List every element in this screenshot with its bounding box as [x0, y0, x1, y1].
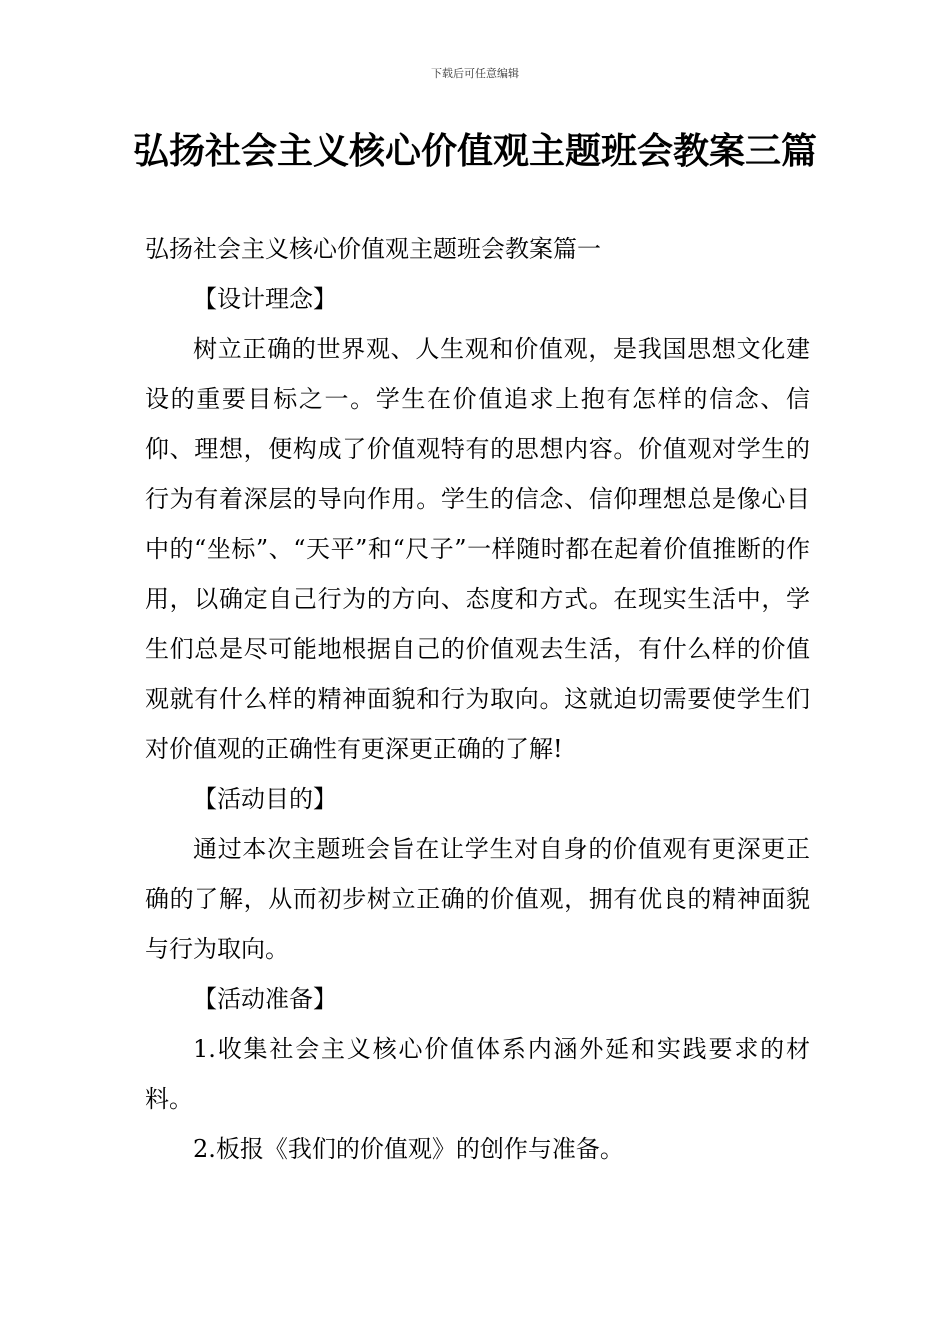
design-concept-heading: 【设计理念】 — [193, 285, 337, 313]
activity-prep-item-2: 2.板报《我们的价值观》的创作与准备。 — [193, 1135, 624, 1163]
document-title: 弘扬社会主义核心价值观主题班会教案三篇 — [132, 131, 817, 172]
section-subtitle: 弘扬社会主义核心价值观主题班会教案篇一 — [145, 235, 601, 263]
document-body — [145, 224, 810, 1174]
activity-goal-heading: 【活动目的】 — [193, 785, 337, 813]
activity-goal-paragraph: 通过本次主题班会旨在让学生对自身的价值观有更深更正确的了解，从而初步树立正确的价值观，拥有优良的精神面貌与行为取向。 — [145, 835, 810, 963]
activity-prep-item-1: 1.收集社会主义核心价值体系内涵外延和实践要求的材料。 — [145, 1035, 810, 1113]
design-concept-paragraph: 树立正确的世界观、人生观和价值观，是我国思想文化建设的重要目标之一。学生在价值追求上抱有怎样的信念、信仰、理想，便构成了价值观特有的思想内容。价值观对学生的行为有着深层的导向作用。学生的信念、信仰理想总是像心目中的“坐标”、“天平”和“尺子”一样随时都在起着价值推断的作用，以确定自己行为的方向、态度和方式。在现实生活中，学生们总是尽可能地根据自己的价值观去生活，有什么样的价值观就有什么样的精神面貌和行为取向。这就迫切需要使学生们对价值观的正确性有更深更正确的了解! — [145, 335, 810, 763]
activity-prep-heading: 【活动准备】 — [193, 985, 337, 1013]
header-note: 下载后可任意编辑 — [431, 67, 519, 80]
